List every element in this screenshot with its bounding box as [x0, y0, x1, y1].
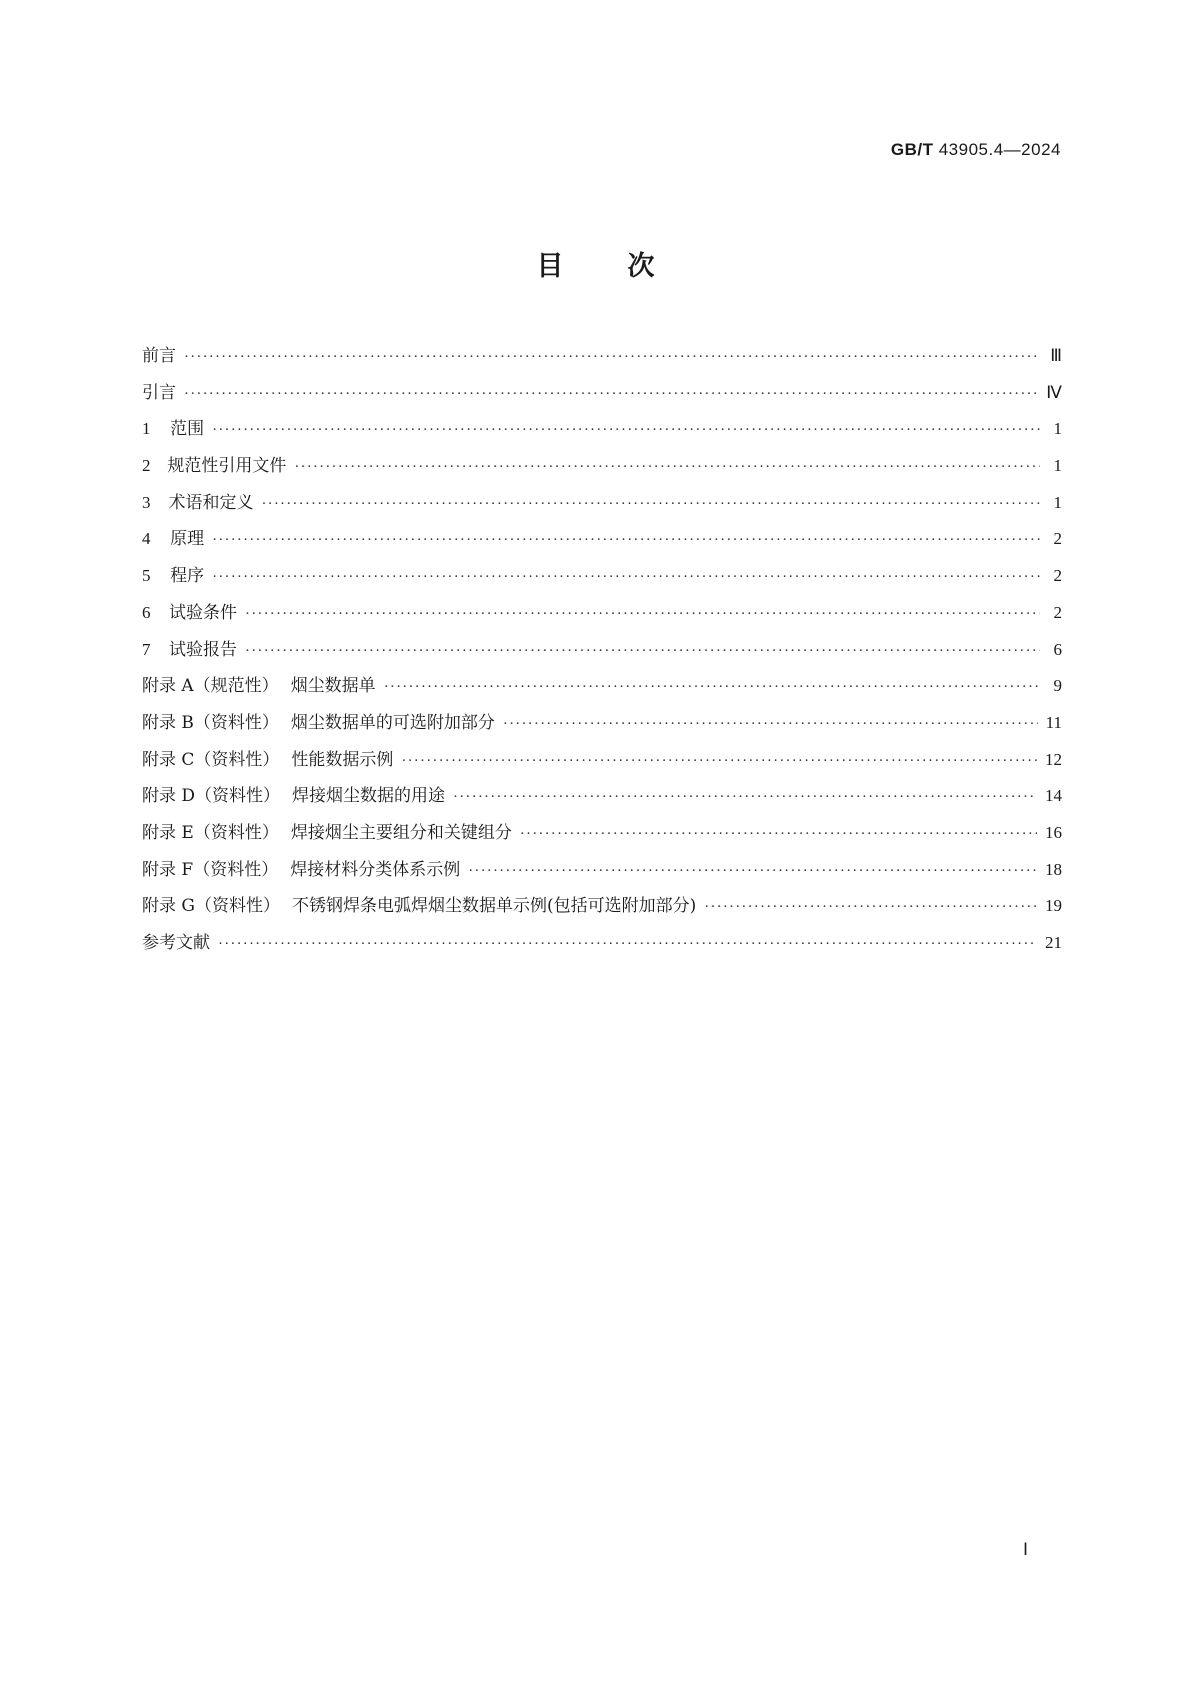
toc-entry[interactable]: [142, 742, 1062, 779]
toc-entry-page: 9: [1053, 676, 1062, 696]
toc-entry-page: 1: [1053, 419, 1062, 439]
toc-leader-dots: [453, 779, 1037, 816]
toc-annex-heading: 附录 B（资料性）: [142, 712, 279, 733]
toc-entry-title: 参考文献: [142, 933, 210, 953]
toc-leader-dots: [503, 706, 1038, 743]
table-of-contents: [142, 338, 1062, 962]
toc-leader-dots: [212, 412, 1040, 449]
toc-entry[interactable]: [142, 668, 1062, 705]
toc-entry-page: 16: [1045, 822, 1062, 842]
standard-number: 43905.4—2024: [938, 140, 1061, 159]
toc-leader-dots: [261, 486, 1040, 523]
toc-entry[interactable]: [142, 448, 1062, 485]
toc-entry-title: 范围: [170, 419, 205, 440]
toc-entry[interactable]: [142, 521, 1062, 558]
standard-prefix: GB/T: [890, 140, 934, 159]
toc-entry-label: [142, 742, 393, 779]
toc-entry-title: 不锈钢焊条电弧焊烟尘数据单示例(包括可选附加部分): [291, 896, 697, 917]
toc-entry[interactable]: [142, 888, 1062, 925]
toc-entry-label: [169, 632, 237, 669]
toc-title-right: 次: [627, 251, 655, 282]
toc-entry-title: 术语和定义: [168, 492, 254, 513]
toc-entry-page: 19: [1045, 896, 1062, 916]
toc-leader-dots: [184, 376, 1038, 413]
toc-entry-label: [142, 925, 210, 962]
toc-entry-title: 引言: [142, 382, 176, 403]
standard-code: [891, 140, 1061, 160]
toc-entry-title: 原理: [170, 529, 205, 550]
toc-entry-title: 焊接材料分类体系示例: [290, 859, 461, 880]
toc-entry-label: [168, 485, 253, 522]
toc-entry-number: 3: [142, 492, 151, 512]
toc-entry-page: 2: [1053, 566, 1062, 586]
toc-entry-title: 性能数据示例: [291, 749, 394, 770]
toc-entry-page: 1: [1053, 492, 1062, 512]
toc-entry-page: 2: [1053, 602, 1062, 622]
toc-entry-number: 6: [142, 602, 151, 622]
toc-entry-number: 4: [142, 529, 151, 549]
toc-entry[interactable]: [142, 815, 1062, 852]
toc-entry-page: Ⅲ: [1050, 346, 1062, 365]
toc-entry[interactable]: [142, 485, 1062, 522]
toc-leader-dots: [401, 743, 1037, 780]
toc-entry[interactable]: [142, 852, 1062, 889]
toc-entry-number: 5: [142, 566, 151, 586]
toc-leader-dots: [245, 596, 1040, 633]
toc-leader-dots: [218, 926, 1037, 963]
toc-entry-title: 焊接烟尘数据的用途: [292, 786, 446, 807]
toc-entry-title: 烟尘数据单: [290, 676, 376, 697]
toc-entry[interactable]: [142, 705, 1062, 742]
toc-entry-label: [142, 375, 176, 412]
toc-entry-label: [142, 815, 512, 852]
toc-annex-heading: 附录 C（资料性）: [142, 749, 280, 770]
toc-entry[interactable]: [142, 558, 1062, 595]
toc-annex-heading: 附录 E（资料性）: [142, 822, 279, 843]
toc-entry-page: 12: [1045, 749, 1062, 769]
toc-entry-label: [170, 558, 204, 595]
toc-entry-label: [142, 778, 445, 815]
toc-entry-page: 14: [1045, 786, 1062, 806]
toc-entry-page: 18: [1045, 859, 1062, 879]
toc-entry-label: [142, 852, 460, 889]
page-number: Ⅰ: [1022, 1540, 1028, 1559]
toc-entry-page: 1: [1053, 456, 1062, 476]
toc-entry-label: [142, 888, 696, 925]
toc-entry[interactable]: [142, 925, 1062, 962]
toc-entry-title: 试验报告: [169, 639, 238, 660]
toc-entry[interactable]: [142, 778, 1062, 815]
toc-entry[interactable]: [142, 375, 1062, 412]
toc-entry-title: 试验条件: [169, 602, 238, 623]
toc-entry-label: [170, 521, 204, 558]
toc-entry[interactable]: [142, 338, 1062, 375]
toc-entry-page: 2: [1053, 529, 1062, 549]
toc-leader-dots: [245, 633, 1040, 670]
toc-entry-page: 11: [1045, 712, 1062, 732]
toc-entry-label: [142, 338, 176, 375]
toc-entry-number: 1: [142, 419, 151, 439]
toc-entry-number: 2: [142, 456, 151, 476]
toc-entry-label: [170, 411, 204, 448]
toc-title-left: 目: [536, 251, 564, 282]
toc-entry-label: [142, 668, 376, 705]
toc-entry-title: 规范性引用文件: [167, 456, 287, 477]
toc-entry-title: 烟尘数据单的可选附加部分: [290, 712, 495, 733]
toc-leader-dots: [184, 339, 1040, 376]
toc-annex-heading: 附录 A（规范性）: [142, 676, 279, 697]
toc-entry-title: 焊接烟尘主要组分和关键组分: [290, 822, 512, 843]
toc-entry-label: [167, 448, 286, 485]
toc-entry-page: 6: [1053, 639, 1062, 659]
toc-entry-number: 7: [142, 639, 151, 659]
toc-entry[interactable]: [142, 632, 1062, 669]
toc-leader-dots: [384, 669, 1040, 706]
toc-entry[interactable]: [142, 595, 1062, 632]
toc-entry[interactable]: [142, 411, 1062, 448]
toc-leader-dots: [212, 559, 1040, 596]
toc-entry-title: 前言: [142, 346, 176, 366]
toc-entry-label: [142, 705, 495, 742]
toc-annex-heading: 附录 D（资料性）: [142, 786, 281, 807]
toc-leader-dots: [520, 816, 1037, 853]
toc-leader-dots: [468, 853, 1037, 890]
toc-leader-dots: [294, 449, 1040, 486]
toc-leader-dots: [212, 522, 1040, 559]
toc-annex-heading: 附录 F（资料性）: [142, 859, 279, 880]
toc-annex-heading: 附录 G（资料性）: [142, 896, 280, 917]
toc-entry-label: [169, 595, 237, 632]
toc-entry-title: 程序: [170, 566, 205, 587]
toc-entry-page: Ⅳ: [1046, 382, 1062, 402]
toc-title: [0, 244, 1191, 283]
toc-leader-dots: [704, 889, 1037, 926]
toc-entry-page: 21: [1045, 933, 1062, 952]
